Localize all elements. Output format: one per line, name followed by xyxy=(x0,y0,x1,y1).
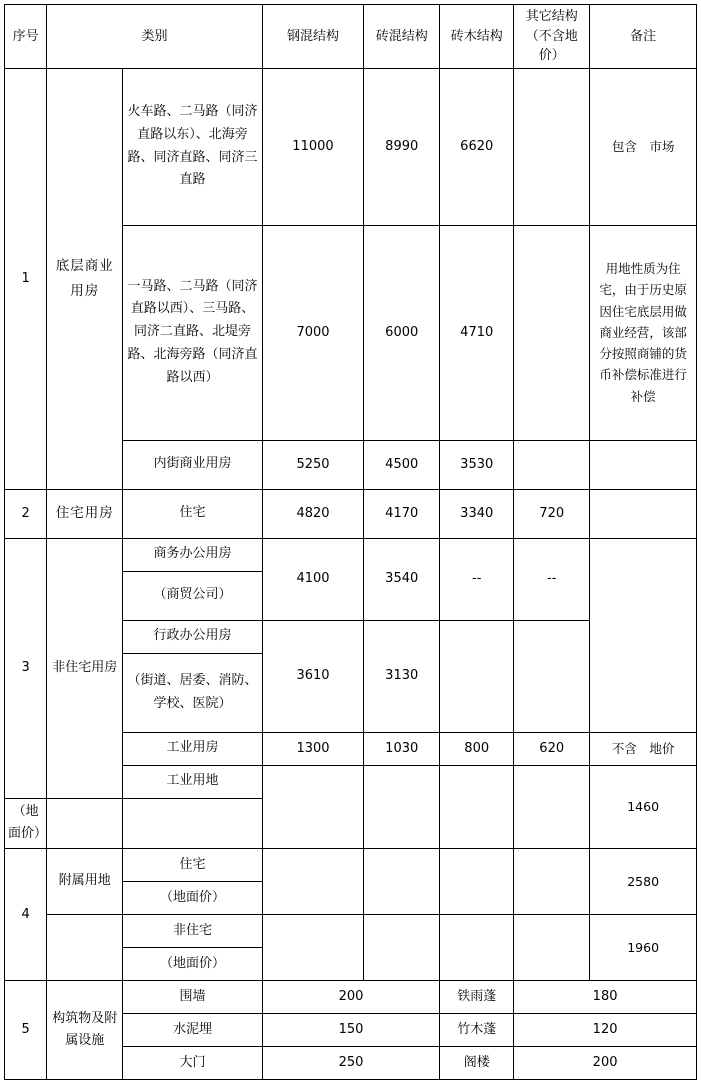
table-row xyxy=(5,538,697,571)
cell-other-structure xyxy=(514,915,590,981)
cell-other-structure xyxy=(514,765,590,849)
cell-other-structure: -- xyxy=(514,538,590,620)
cell-steel-concrete: 1300 xyxy=(262,732,363,765)
row-detail-filler xyxy=(123,798,262,849)
row-detail: 一马路、二马路（同济直路以西）、三马路、同济二直路、北堤旁路、北海旁路（同济直路以西） xyxy=(123,225,262,440)
cell-remark: 1960 xyxy=(590,915,697,981)
row-detail: 工业用地 xyxy=(123,765,262,798)
row-detail-secondary: （地面价） xyxy=(5,798,47,849)
table-row xyxy=(5,489,697,538)
row-category-filler xyxy=(47,915,123,981)
cell-remark: 包含 市场 xyxy=(590,68,697,225)
structure-item-2: 铁雨蓬 xyxy=(440,981,514,1014)
row-no: 2 xyxy=(5,489,47,538)
cell-brick-concrete: 4500 xyxy=(364,440,440,489)
cell-remark xyxy=(590,489,697,538)
row-category: 非住宅用房 xyxy=(47,538,123,798)
cell-brick-concrete: 4170 xyxy=(364,489,440,538)
cell-steel-concrete: 11000 xyxy=(262,68,363,225)
cell-other-structure xyxy=(514,225,590,440)
row-detail-secondary: （商贸公司） xyxy=(123,571,262,620)
structure-value-1: 200 xyxy=(262,981,439,1014)
row-detail: 商务办公用房 xyxy=(123,538,262,571)
cell-steel-concrete xyxy=(262,915,363,981)
cell-brick-wood: 6620 xyxy=(440,68,514,225)
table-row xyxy=(5,849,697,882)
row-category: 住宅用房 xyxy=(47,489,123,538)
cell-remark: 用地性质为住宅，由于历史原因住宅底层用做商业经营，该部分按照商铺的货币补偿标准进行补偿 xyxy=(590,225,697,440)
cell-brick-wood xyxy=(440,915,514,981)
table-header-row xyxy=(5,5,697,69)
cell-brick-wood: 3340 xyxy=(440,489,514,538)
cell-other-structure xyxy=(514,620,590,732)
row-detail: 住宅 xyxy=(123,849,262,882)
cell-steel-concrete xyxy=(262,849,363,915)
cell-brick-concrete: 8990 xyxy=(364,68,440,225)
structure-value-1: 250 xyxy=(262,1047,439,1080)
cell-brick-concrete xyxy=(364,765,440,849)
cell-brick-concrete xyxy=(364,849,440,915)
cell-brick-wood xyxy=(440,620,514,732)
structure-item-1: 大门 xyxy=(123,1047,262,1080)
structure-item-2: 阁楼 xyxy=(440,1047,514,1080)
cell-other-structure xyxy=(514,68,590,225)
row-detail: 行政办公用房 xyxy=(123,620,262,653)
row-category: 附属用地 xyxy=(47,849,123,915)
cell-other-structure: 720 xyxy=(514,489,590,538)
structure-value-2: 180 xyxy=(514,981,697,1014)
column-header-steel-concrete: 钢混结构 xyxy=(262,5,363,69)
cell-other-structure: 620 xyxy=(514,732,590,765)
structure-value-2: 200 xyxy=(514,1047,697,1080)
cell-remark xyxy=(590,538,697,732)
cell-steel-concrete: 4100 xyxy=(262,538,363,620)
structure-item-1: 围墙 xyxy=(123,981,262,1014)
table-row xyxy=(5,68,697,225)
row-category: 底层商业用房 xyxy=(47,68,123,489)
column-header-remark: 备注 xyxy=(590,5,697,69)
structure-value-2: 120 xyxy=(514,1014,697,1047)
cell-other-structure xyxy=(514,440,590,489)
cell-remark: 不含 地价 xyxy=(590,732,697,765)
cell-steel-concrete: 4820 xyxy=(262,489,363,538)
cell-remark: 2580 xyxy=(590,849,697,915)
row-detail-secondary: （街道、居委、消防、学校、医院） xyxy=(123,653,262,732)
column-header-no: 序号 xyxy=(5,5,47,69)
cell-brick-concrete: 3130 xyxy=(364,620,440,732)
row-detail: 内街商业用房 xyxy=(123,440,262,489)
cell-brick-wood xyxy=(440,765,514,849)
cell-brick-wood: 4710 xyxy=(440,225,514,440)
cell-brick-concrete: 3540 xyxy=(364,538,440,620)
cell-other-structure xyxy=(514,849,590,915)
cell-brick-wood: -- xyxy=(440,538,514,620)
table-row xyxy=(5,915,697,948)
cell-brick-wood: 800 xyxy=(440,732,514,765)
column-header-category: 类别 xyxy=(47,5,263,69)
column-header-brick-concrete: 砖混结构 xyxy=(364,5,440,69)
cell-brick-concrete: 6000 xyxy=(364,225,440,440)
row-detail-secondary: （地面价） xyxy=(123,882,262,915)
row-detail-secondary: （地面价） xyxy=(123,948,262,981)
cell-steel-concrete: 3610 xyxy=(262,620,363,732)
column-header-brick-wood: 砖木结构 xyxy=(440,5,514,69)
cell-steel-concrete xyxy=(262,765,363,849)
cell-remark: 1460 xyxy=(590,765,697,849)
cell-steel-concrete: 7000 xyxy=(262,225,363,440)
row-detail: 火车路、二马路（同济直路以东）、北海旁路、同济直路、同济三直路 xyxy=(123,68,262,225)
cell-brick-concrete: 1030 xyxy=(364,732,440,765)
column-header-other-structure: 其它结构（不含地价） xyxy=(514,5,590,69)
row-no: 1 xyxy=(5,68,47,489)
row-no: 4 xyxy=(5,849,47,981)
cell-remark xyxy=(590,440,697,489)
compensation-standards-table xyxy=(4,4,697,1080)
structure-item-1: 水泥埋 xyxy=(123,1014,262,1047)
cell-steel-concrete: 5250 xyxy=(262,440,363,489)
row-detail: 非住宅 xyxy=(123,915,262,948)
row-category: 构筑物及附属设施 xyxy=(47,981,123,1080)
cell-brick-concrete xyxy=(364,915,440,981)
structure-value-1: 150 xyxy=(262,1014,439,1047)
row-detail: 住宅 xyxy=(123,489,262,538)
structure-item-2: 竹木蓬 xyxy=(440,1014,514,1047)
row-category-filler xyxy=(47,798,123,849)
row-detail: 工业用房 xyxy=(123,732,262,765)
row-no: 3 xyxy=(5,538,47,798)
row-no: 5 xyxy=(5,981,47,1080)
cell-brick-wood xyxy=(440,849,514,915)
cell-brick-wood: 3530 xyxy=(440,440,514,489)
table-row xyxy=(5,981,697,1014)
